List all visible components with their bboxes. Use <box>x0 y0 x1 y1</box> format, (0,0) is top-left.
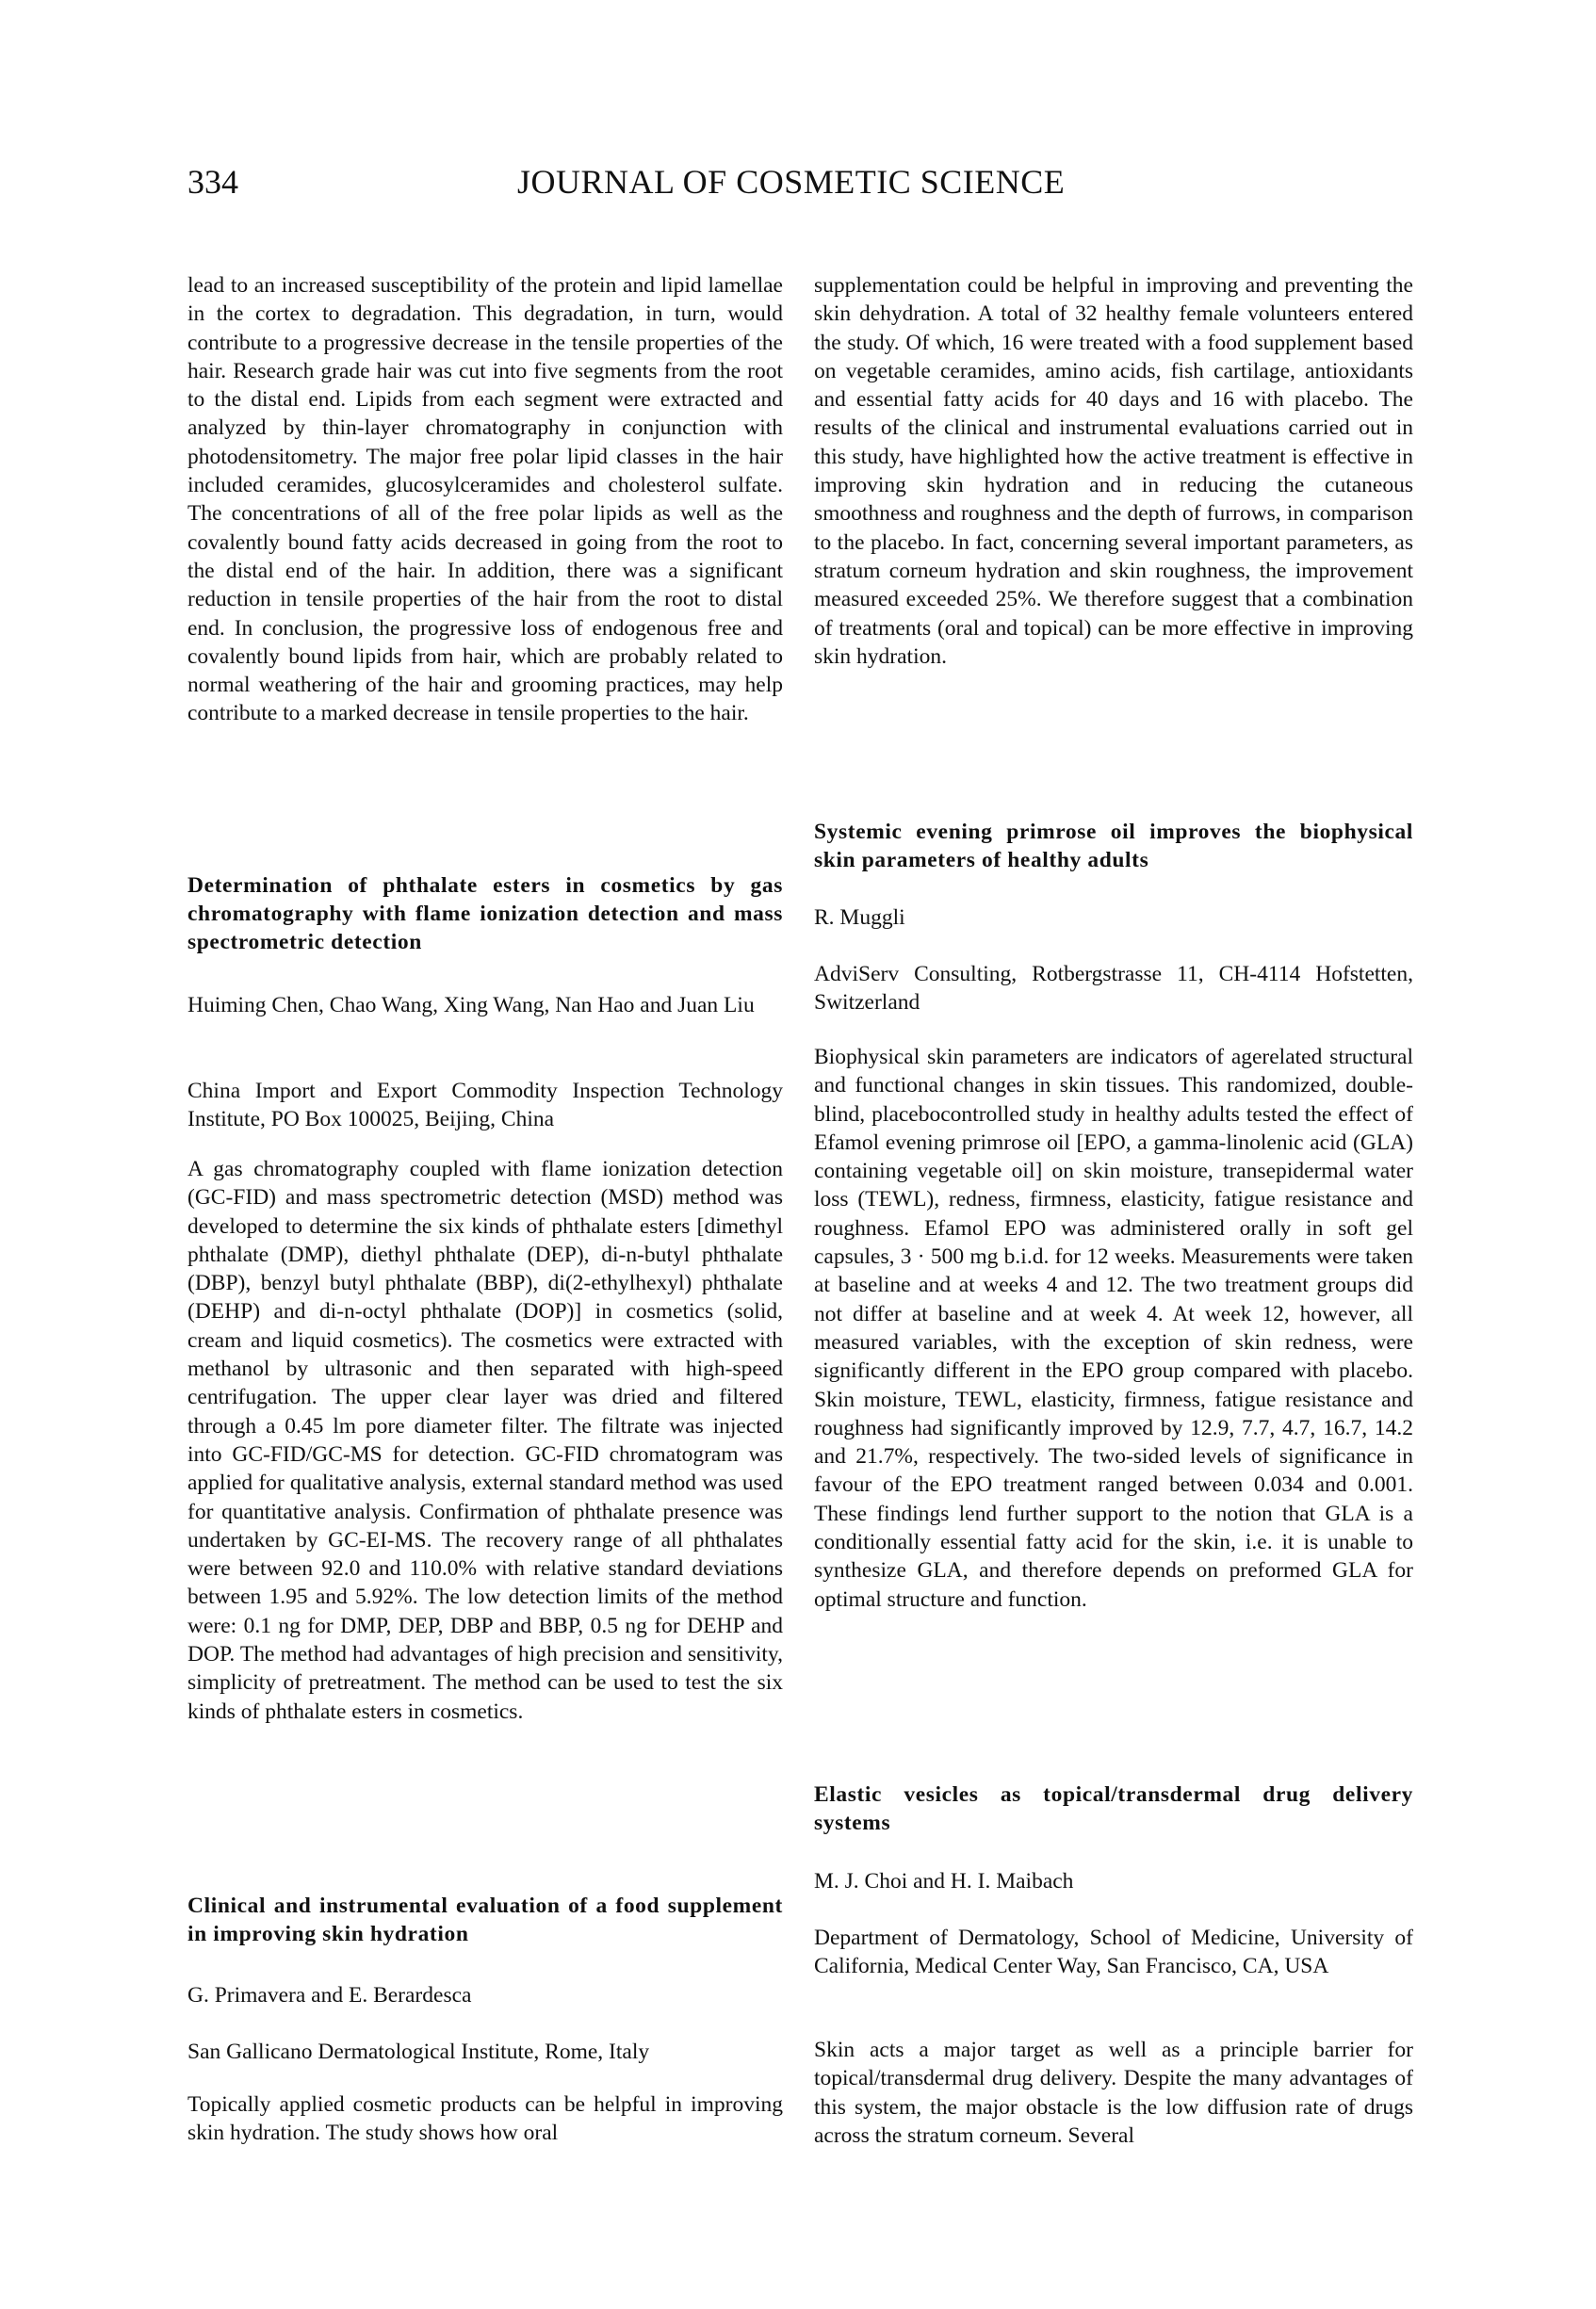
article-title: Elastic vesicles as topical/transdermal drug delivery systems <box>814 1782 1413 1835</box>
article-affiliation: Department of Dermatology, School of Medicine, University of California, Medical Center Way, San Francisco, CA, USA <box>814 1926 1413 1979</box>
page-number: 334 <box>187 163 238 201</box>
article-affiliation: AdviServ Consulting, Rotbergstrasse 11, CH-4114 Hofstetten, Switzerland <box>814 962 1413 1016</box>
article-authors: R. Muggli <box>814 905 905 930</box>
article-abstract: Skin acts a major target as well as a principle barrier for topical/transdermal drug delivery. Despite the many advantages of this system, the major obstacle is the low diffusion rate of drugs across the stratum corneum. Several <box>814 2038 1413 2148</box>
article-title: Clinical and instrumental evaluation of a food supplement in improving skin hydration <box>187 1894 783 1946</box>
continued-abstract-left: lead to an increased susceptibility of the protein and lipid lamellae in the cortex to degradation. This degradation, in turn, would contribute to a progressive decrease in the tensile properties of the hair. Research grade hair was cut into five segments from the root to the distal end. Lipids from each segment were extracted and analyzed by thin-layer chromatography in conjunction with photodensitometry. The major free polar lipid classes in the hair included ceramides, glucosylceramides and cholesterol sulfate. The concentrations of all of the free polar lipids as well as the covalently bound fatty acids decreased in going from the root to the distal end of the hair. In addition, there was a significant reduction in tensile properties of the hair from the root to distal end. In conclusion, the progressive loss of endogenous free and covalently bound lipids from hair, which are probably related to normal weathering of the hair and grooming practices, may help contribute to a marked decrease in tensile properties to the hair. <box>187 273 783 726</box>
article-abstract: Biophysical skin parameters are indicators of agerelated structural and functional changes in skin tissues. This randomized, double-blind, placebocontrolled study in healthy adults tested the effect of Efamol evening primrose oil [EPO, a gamma-linolenic acid (GLA) containing vegetable oil] on skin moisture, transepidermal water loss (TEWL), redness, firmness, elasticity, fatigue resistance and roughness. Efamol EPO was administered orally in soft gel capsules, 3 · 500 mg b.i.d. for 12 weeks. Measurements were taken at baseline and at weeks 4 and 12. The two treatment groups did not differ at baseline and at week 4. At week 12, however, all measured variables, with the exception of skin redness, were significantly different in the EPO group compared with placebo. Skin moisture, TEWL, elasticity, firmness, fatigue resistance and roughness had significantly improved by 12.9, 7.7, 4.7, 16.7, 14.2 and 21.7%, respectively. The two-sided levels of significance in favour of the EPO treatment ranged between 0.034 and 0.001. These findings lend further support to the notion that GLA is a conditionally essential fatty acid for the skin, i.e. it is unable to synthesize GLA, and therefore depends on preformed GLA for optimal structure and function. <box>814 1045 1413 1612</box>
article-title: Determination of phthalate esters in cosmetics by gas chromatography with flame ionization detection and mass spectrometric detection <box>187 873 783 954</box>
article-abstract: A gas chromatography coupled with flame ionization detection (GC-FID) and mass spectrometric detection (MSD) method was developed to determine the six kinds of phthalate esters [dimethyl phthalate (DMP), diethyl phthalate (DEP), di-n-butyl phthalate (DBP), benzyl butyl phthalate (BBP), di(2-ethylhexyl) phthalate (DEHP) and di-n-octyl phthalate (DOP)] in cosmetics (solid, cream and liquid cosmetics). The cosmetics were extracted with methanol by ultrasonic and then separated with high-speed centrifugation. The upper clear layer was dried and filtered through a 0.45 lm pore diameter filter. The filtrate was injected into GC-FID/GC-MS for detection. GC-FID chromatogram was applied for qualitative analysis, external standard method was used for quantitative analysis. Confirmation of phthalate presence was undertaken by GC-EI-MS. The recovery range of all phthalates were between 92.0 and 110.0% with relative standard deviations between 1.95 and 5.92%. The low detection limits of the method were: 0.1 ng for DMP, DEP, DBP and BBP, 0.5 ng for DEHP and DOP. The method had advantages of high precision and sensitivity, simplicity of pretreatment. The method can be used to test the six kinds of phthalate esters in cosmetics. <box>187 1157 783 1724</box>
article-affiliation: San Gallicano Dermatological Institute, Rome, Italy <box>187 2040 650 2064</box>
article-abstract: Topically applied cosmetic products can be helpful in improving skin hydration. The study shows how oral <box>187 2092 783 2146</box>
article-authors: Huiming Chen, Chao Wang, Xing Wang, Nan Hao and Juan Liu <box>187 993 755 1017</box>
article-title: Systemic evening primrose oil improves the biophysical skin parameters of healthy adults <box>814 820 1413 872</box>
article-authors: G. Primavera and E. Berardesca <box>187 1983 472 2008</box>
article-affiliation: China Import and Export Commodity Inspection Technology Institute, PO Box 100025, Beijing, China <box>187 1079 783 1132</box>
journal-title: JOURNAL OF COSMETIC SCIENCE <box>517 163 1066 201</box>
article-authors: M. J. Choi and H. I. Maibach <box>814 1869 1074 1894</box>
continued-abstract-right: supplementation could be helpful in improving and preventing the skin dehydration. A total of 32 healthy female volunteers entered the study. Of which, 16 were treated with a food supplement based on vegetable ceramides, amino acids, fish cartilage, antioxidants and essential fatty acids for 40 days and 16 with placebo. The results of the clinical and instrumental evaluations carried out in this study, have highlighted how the active treatment is effective in improving skin hydration and in reducing the cutaneous smoothness and roughness and the depth of furrows, in comparison to the placebo. In fact, concerning several important parameters, as stratum corneum hydration and skin roughness, the improvement measured exceeded 25%. We therefore suggest that a combination of treatments (oral and topical) can be more effective in improving skin hydration. <box>814 273 1413 669</box>
